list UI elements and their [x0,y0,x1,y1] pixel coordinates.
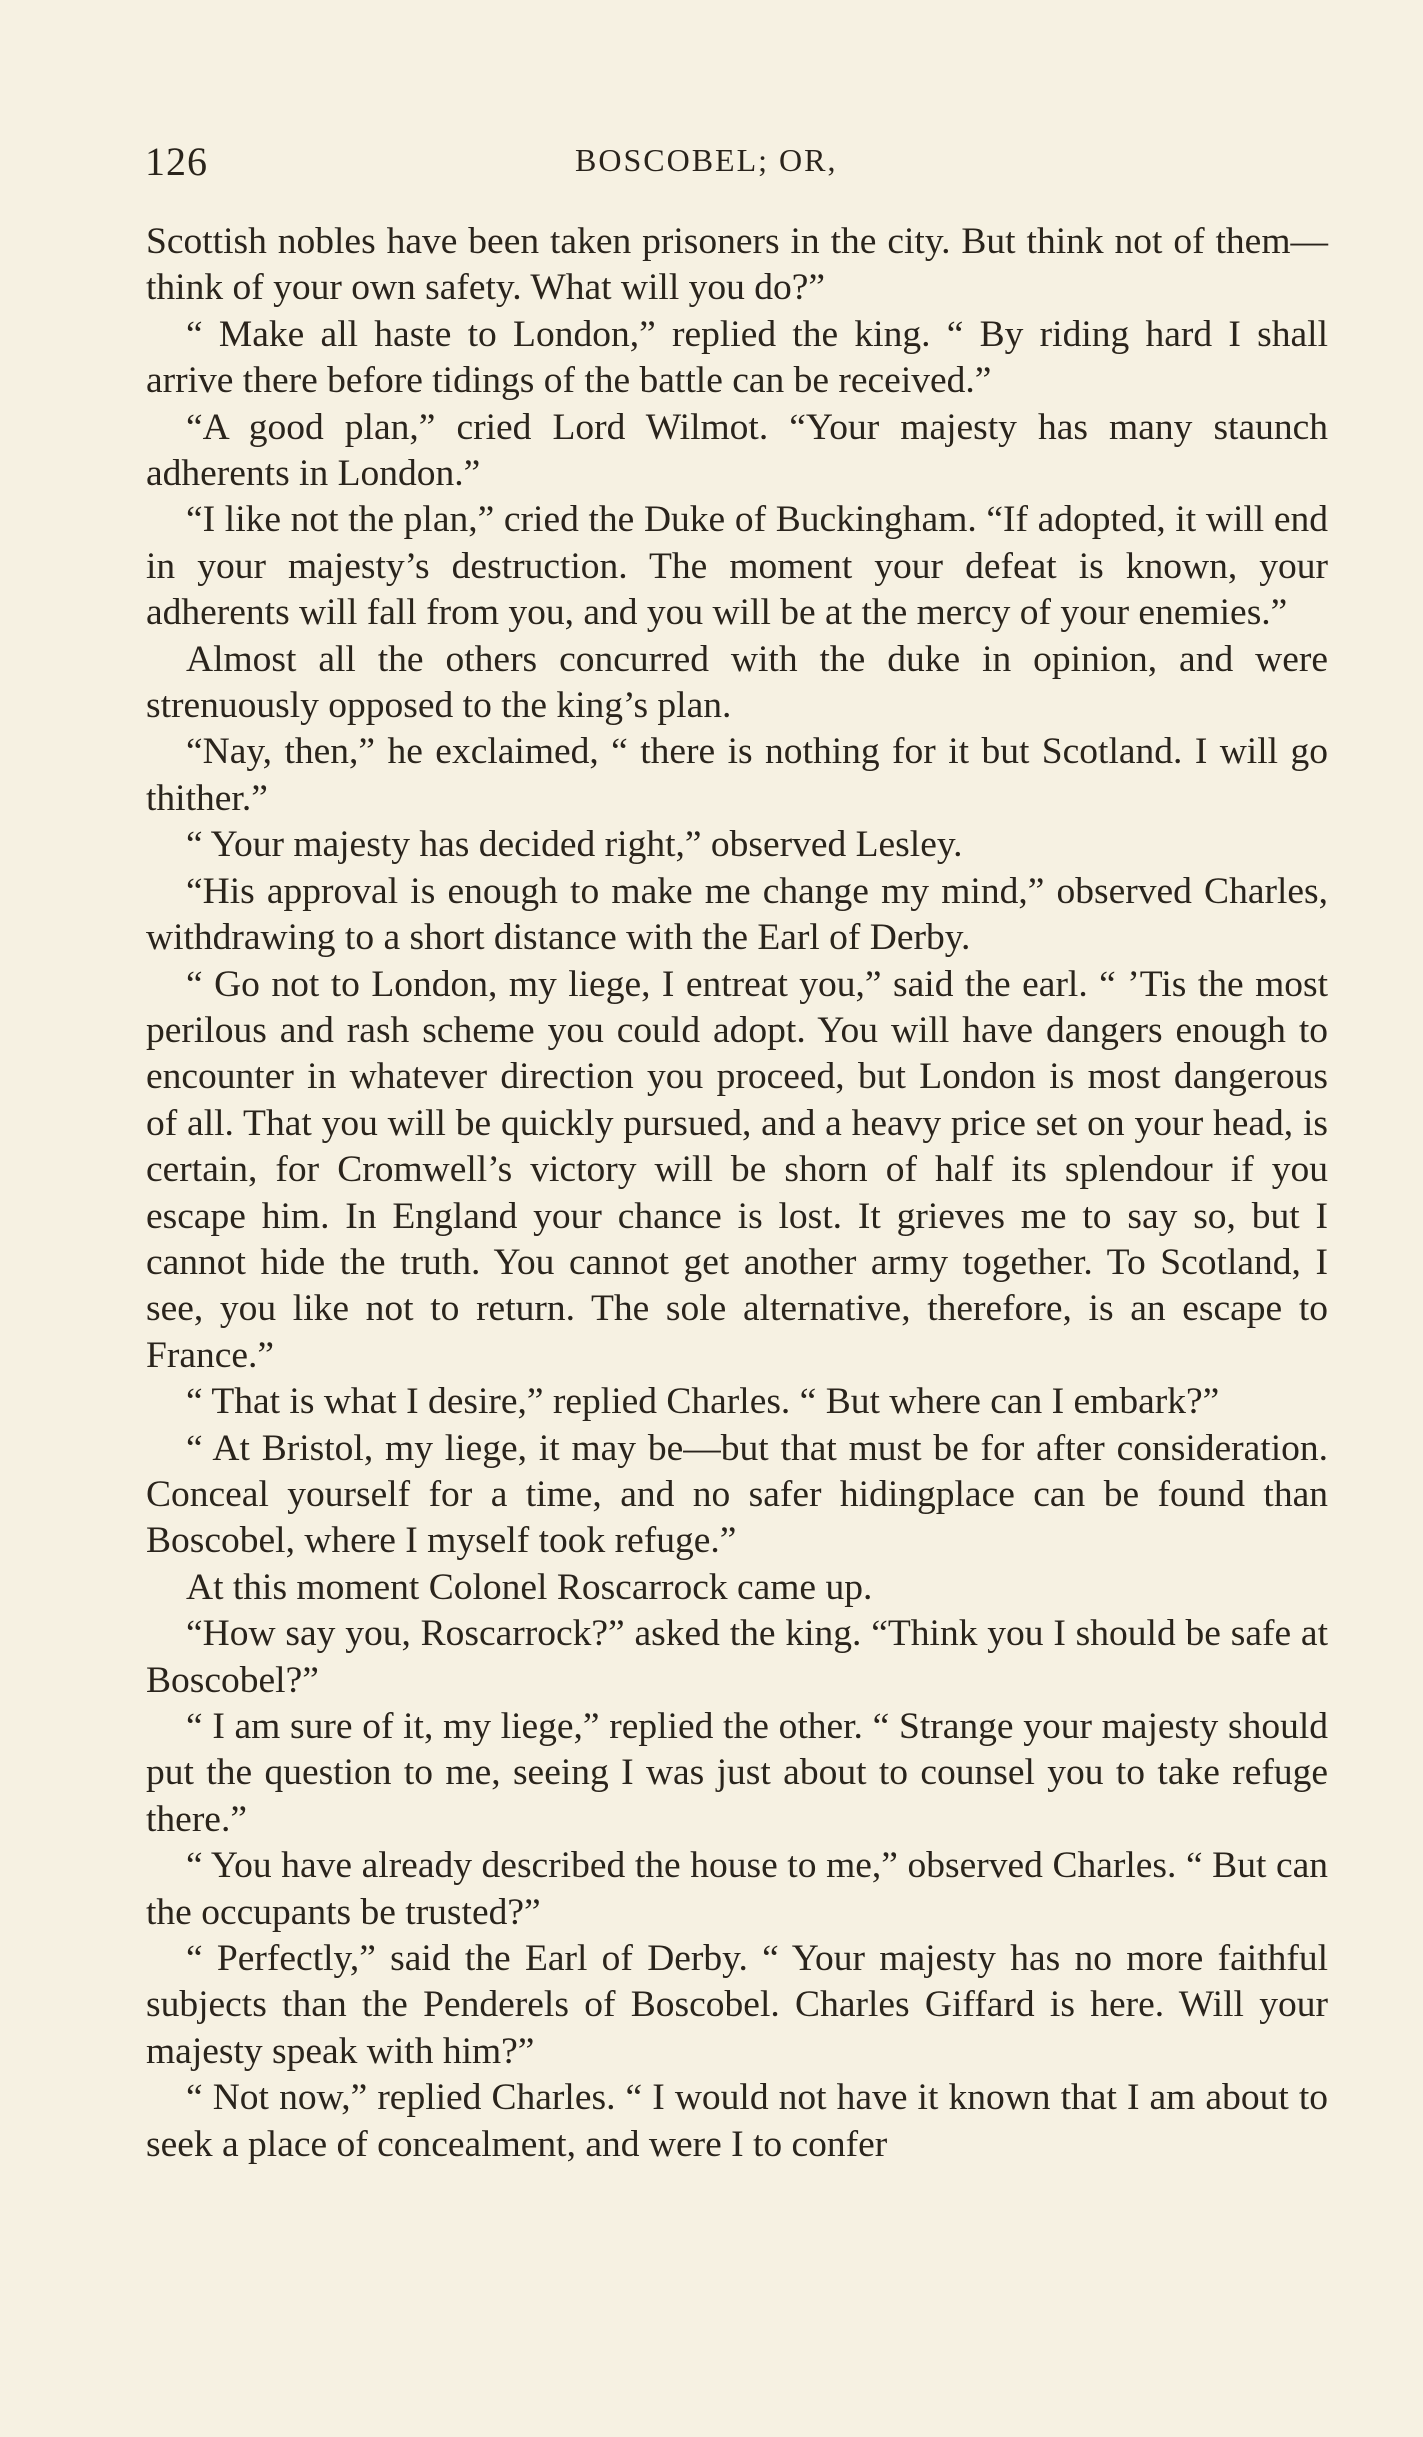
paragraph: “ Perfectly,” said the Earl of Derby. “ Your majesty has no more faithful subjects than the Penderels of Boscobel. Charles Giffard is here. Will your majesty speak with him?” [146,1938,1328,2072]
paragraph: “ You have already described the house to me,” observed Charles. “ But can the occupants be trusted?” [146,1845,1328,1933]
paragraph: “A good plan,” cried Lord Wilmot. “Your majesty has many staunch adherents in London.” [146,406,1328,495]
paragraph: “ Go not to London, my liege, I entreat you,” said the earl. “ ’Tis the most perilous and rash scheme you could adopt. You will have dangers enough to encounter in whatever direction you proceed, but London is most dangerous of all. That you will be quickly pursued, and a heavy price set on your head, is certain, for Cromwell’s victory will be shorn of half its splendour if you escape him. In England your chance is lost. It grieves me to say so, but I cannot hide the truth. You cannot get another army together. To Scotland, I see, you like not to return. The sole alternative, therefore, is an escape to France.” [146,963,1328,1376]
paragraph: “ Your majesty has decided right,” observed Lesley. [186,824,963,866]
paragraph: “How say you, Roscarrock?” asked the king. “Think you I should be safe at Boscobel?” [146,1613,1328,1701]
paragraph: “I like not the plan,” cried the Duke of Buckingham. “If adopted, it will end in your majesty’s destruction. The moment your defeat is known, your adherents will fall from you, and you will be at the mercy of your enemies.” [146,499,1328,634]
paragraph: “His approval is enough to make me change my mind,” observed Charles, withdrawing to a short distance with the Earl of Derby. [146,870,1328,959]
paragraph: “Nay, then,” he exclaimed, “ there is nothing for it but Scotland. I will go thither.” [146,731,1328,819]
paragraph: At this moment Colonel Roscarrock came up. [186,1566,873,1608]
page-number: 126 [145,139,208,184]
paragraph: “ Not now,” replied Charles. “ I would not have it known that I am about to seek a place of concealment, and were I to confer [146,2077,1328,2165]
page-header [145,138,1325,188]
paragraph: “ That is what I desire,” replied Charles. “ But where can I embark?” [186,1381,1220,1423]
paragraph: Almost all the others concurred with the duke in opinion, and were strenuously opposed to the king’s plan. [146,638,1328,727]
paragraph: “ I am sure of it, my liege,” replied the other. “ Strange your majesty should put the question to me, seeing I was just about to counsel you to take refuge there.” [146,1706,1328,1840]
paragraph: “ At Bristol, my liege, it may be—but that must be for after consideration. Conceal yourself for a time, and no safer hidingplace can be found than Boscobel, where I myself took refuge.” [146,1427,1328,1562]
running-title: BOSCOBEL; OR, [575,142,838,178]
paragraph: “ Make all haste to London,” replied the king. “ By riding hard I shall arrive there before tidings of the battle can be received.” [146,313,1328,402]
paragraph: Scottish nobles have been taken prisoners in the city. But think not of them—think of your own safety. What will you do?” [146,221,1328,309]
body-text [146,219,1328,2168]
